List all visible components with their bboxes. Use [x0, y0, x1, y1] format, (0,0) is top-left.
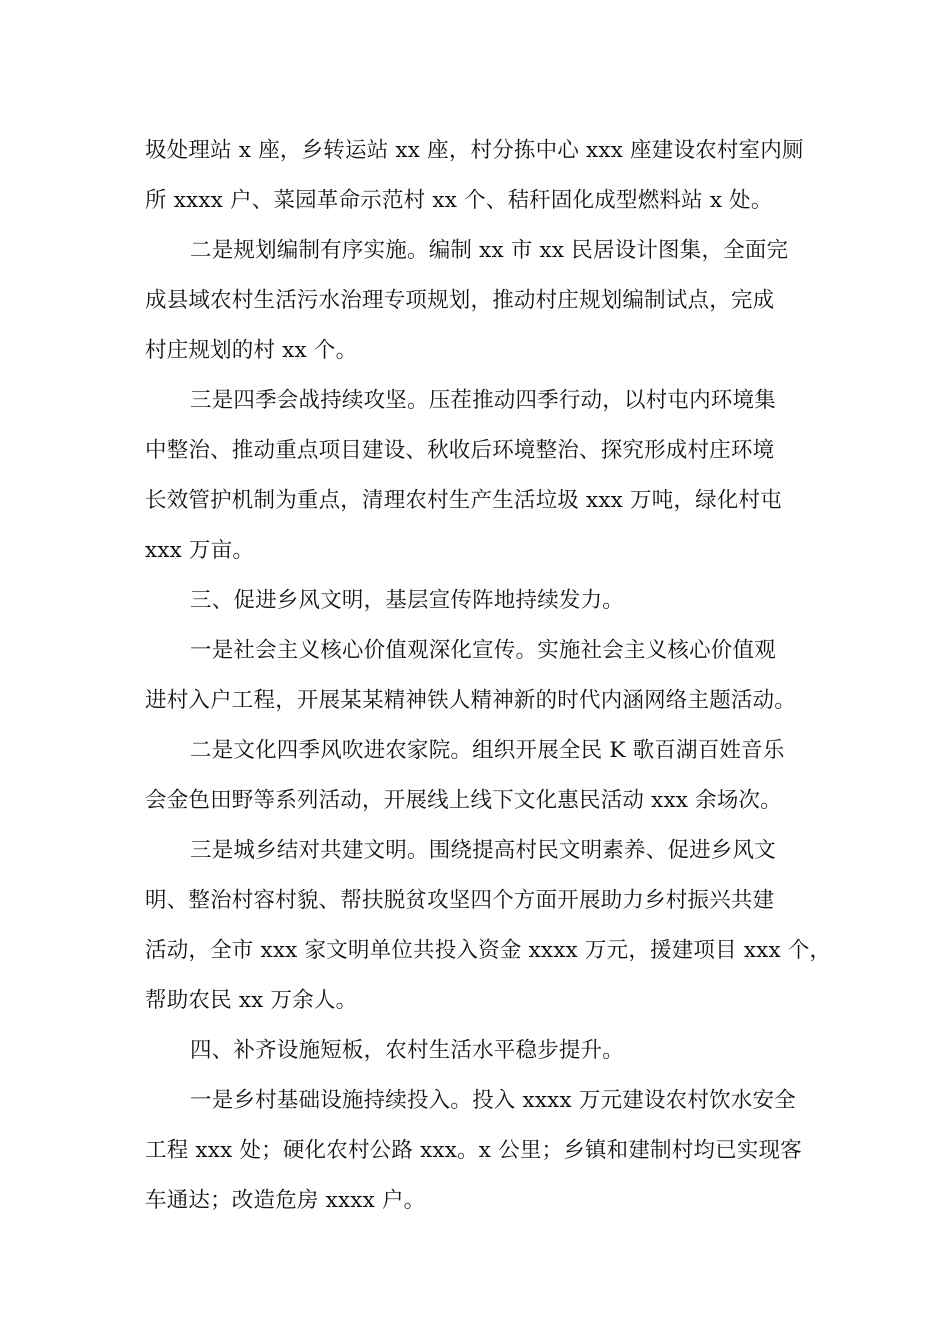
- paragraph-start-line: 一是社会主义核心价值观深化宣传。实施社会主义核心价值观: [190, 638, 776, 663]
- paragraph-start-line: 二是文化四季风吹进农家院。组织开展全民 K 歌百湖百姓音乐: [190, 738, 785, 763]
- text-line: 工程 xxx 处；硬化农村公路 xxx。x 公里；乡镇和建制村均已实现客: [145, 1138, 802, 1163]
- text-line: 长效管护机制为重点，清理农村生产生活垃圾 xxx 万吨，绿化村屯: [145, 488, 782, 513]
- text-line: 村庄规划的村 xx 个。: [145, 338, 358, 363]
- text-line: 活动，全市 xxx 家文明单位共投入资金 xxxx 万元，援建项目 xxx 个，: [145, 938, 832, 963]
- paragraph-start-line: 三是四季会战持续攻坚。压茬推动四季行动，以村屯内环境集: [190, 388, 776, 413]
- text-line: 车通达；改造危房 xxxx 户。: [145, 1188, 426, 1213]
- text-line: 会金色田野等系列活动，开展线上线下文化惠民活动 xxx 余场次。: [145, 788, 782, 813]
- text-line: 帮助农民 xx 万余人。: [145, 988, 358, 1013]
- section-heading: 三、促进乡风文明，基层宣传阵地持续发力。: [190, 588, 625, 613]
- text-line: 所 xxxx 户、菜园革命示范村 xx 个、秸秆固化成型燃料站 x 处。: [145, 188, 773, 213]
- section-heading: 四、补齐设施短板，农村生活水平稳步提升。: [190, 1038, 625, 1063]
- document-body: [145, 126, 832, 1226]
- text-line: 进村入户工程，开展某某精神铁人精神新的时代内涵网络主题活动。: [145, 688, 797, 713]
- paragraph-start-line: 三是城乡结对共建文明。围绕提高村民文明素养、促进乡风文: [190, 838, 776, 863]
- text-line: 圾处理站 x 座，乡转运站 xx 座，村分拣中心 xxx 座建设农村室内厕: [145, 138, 804, 163]
- text-line: xxx 万亩。: [145, 538, 255, 563]
- text-line: 明、整治村容村貌、帮扶脱贫攻坚四个方面开展助力乡村振兴共建: [145, 888, 775, 913]
- paragraph-start-line: 一是乡村基础设施持续投入。投入 xxxx 万元建设农村饮水安全: [190, 1088, 796, 1113]
- paragraph-start-line: 二是规划编制有序实施。编制 xx 市 xx 民居设计图集，全面完: [190, 238, 789, 263]
- text-line: 中整治、推动重点项目建设、秋收后环境整治、探究形成村庄环境: [145, 438, 775, 463]
- text-line: 成县域农村生活污水治理专项规划，推动村庄规划编制试点，完成: [145, 288, 775, 313]
